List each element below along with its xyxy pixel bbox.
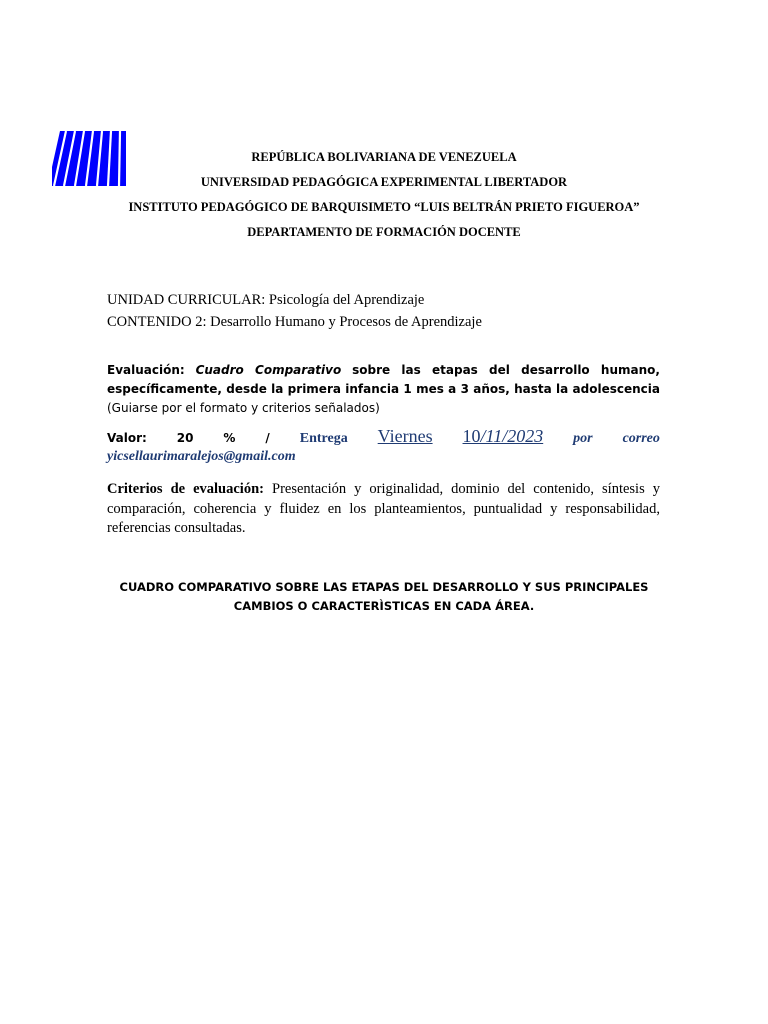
header-republica: REPÚBLICA BOLIVARIANA DE VENEZUELA: [251, 150, 517, 164]
valor-label: Valor:: [107, 431, 147, 445]
header-universidad: UNIVERSIDAD PEDAGÓGICA EXPERIMENTAL LIBERTADOR: [200, 175, 568, 189]
contenido: CONTENIDO 2: Desarrollo Humano y Procesos de Aprendizaje: [107, 314, 482, 330]
evaluacion-text: sobre las etapas del desarrollo humano, específicamente, desde la primera infancia 1 mes a 3 años, hasta la adolescencia: [107, 363, 660, 396]
fecha-month-year: /11/2023: [480, 426, 544, 446]
fecha: [463, 426, 544, 447]
header-departamento: DEPARTAMENTO DE FORMACIÓN DOCENTE: [247, 225, 521, 239]
email-link[interactable]: yicsellaurimaralejos@gmail.com: [107, 449, 296, 464]
cuadro-titulo: CUADRO COMPARATIVO SOBRE LAS ETAPAS DEL DESARROLLO Y SUS PRINCIPALES CAMBIOS O CARACTERÌSTICAS EN CADA ÁREA.: [119, 580, 649, 613]
evaluacion-italic: Cuadro Comparativo: [195, 363, 342, 377]
valor-amount: 20: [176, 431, 194, 445]
criterios-label: Criterios de evaluación:: [107, 481, 264, 497]
valor-row: [107, 426, 660, 447]
correo-label: correo: [622, 431, 660, 446]
evaluacion-paragraph: [107, 361, 660, 418]
evaluacion-label: Evaluación:: [107, 363, 185, 377]
fecha-dia: Viernes: [377, 426, 433, 446]
fecha-day: 10: [462, 426, 481, 446]
valor-slash: /: [265, 431, 270, 445]
evaluacion-note: (Guiarse por el formato y criterios señalados): [107, 401, 380, 415]
criterios-paragraph: [107, 480, 660, 539]
valor-percent: %: [223, 431, 236, 445]
header-instituto: INSTITUTO PEDAGÓGICO DE BARQUISIMETO “LUIS BELTRÁN PRIETO FIGUEROA”: [128, 200, 640, 214]
por-label: por: [573, 431, 593, 446]
entrega-label: Entrega: [299, 431, 348, 446]
unidad-curricular: UNIDAD CURRICULAR: Psicología del Aprendizaje: [107, 292, 425, 308]
criterios-text: Presentación y originalidad, dominio del contenido, síntesis y comparación, coherencia y fluidez en los planteamientos, puntualidad y responsabilidad, referencias consultadas.: [107, 481, 660, 536]
